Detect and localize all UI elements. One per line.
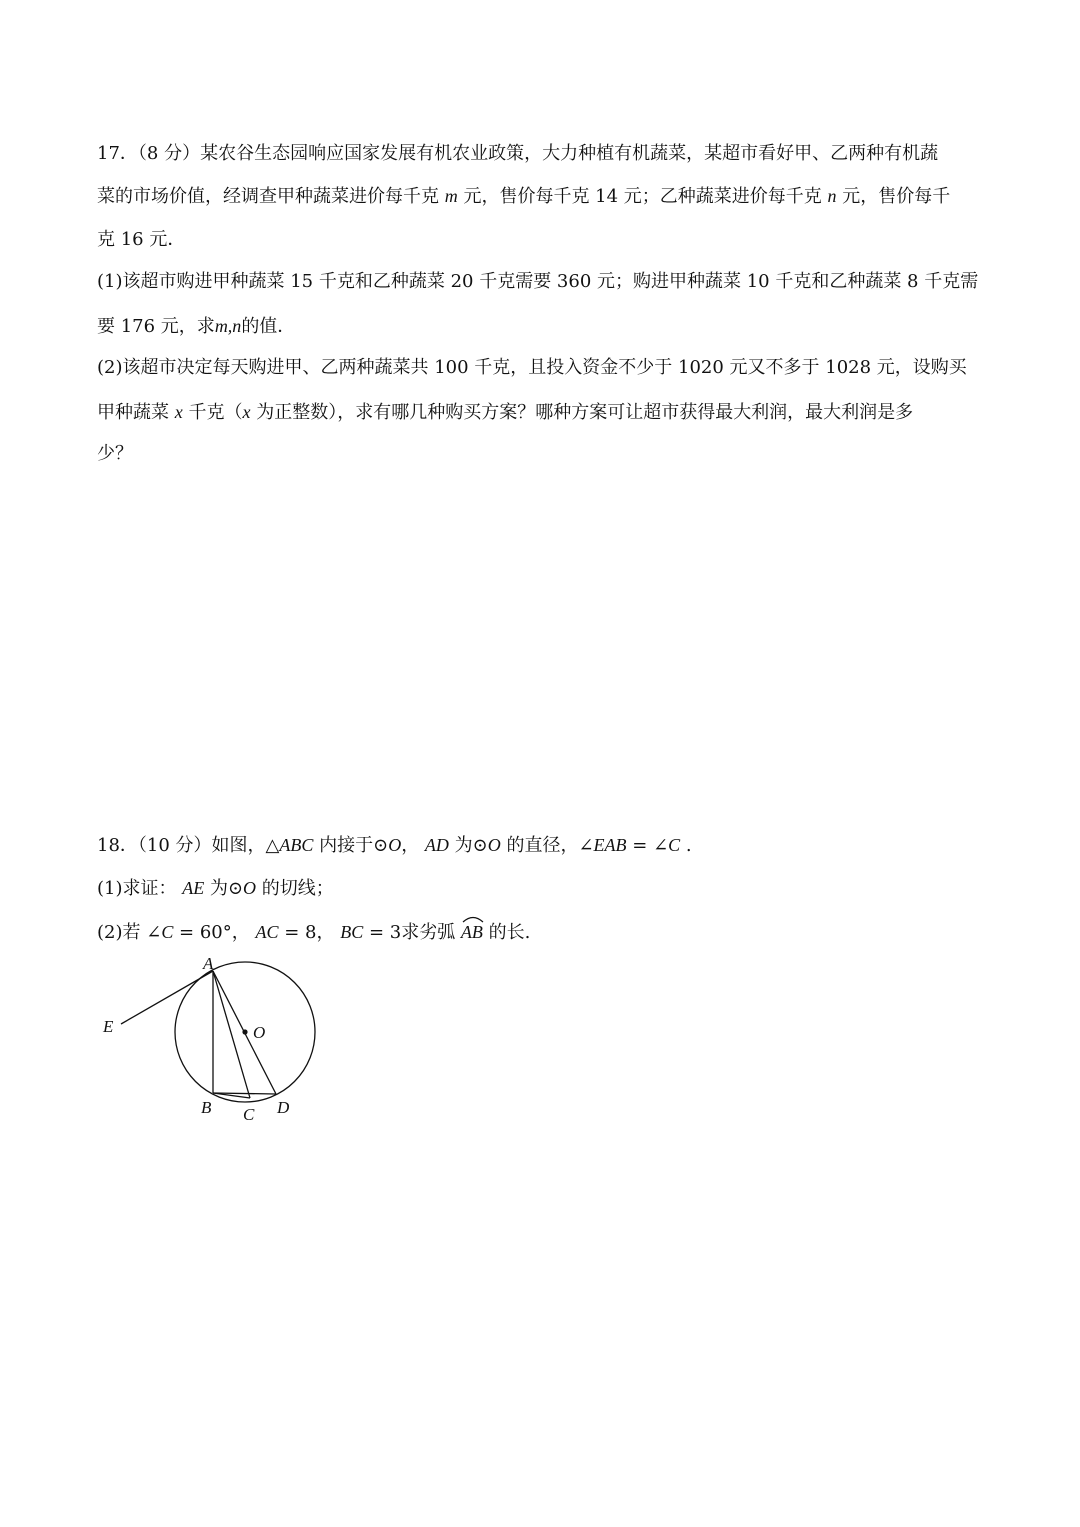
q17-part2-line-3: 少？ — [97, 443, 133, 464]
q17-part2-line-2: 甲种蔬菜 x 千克（x 为正整数），求有哪几种购买方案？哪种方案可让超市获得最大利润，最大利润是多 — [97, 402, 914, 423]
center-point — [242, 1029, 247, 1034]
q17-line-3: 克 16 元． — [97, 229, 186, 250]
q17-line-2: 菜的市场价值，经调查甲种蔬菜进价每千克 m 元，售价每千克 14 元；乙种蔬菜进价每千克 n 元，售价每千 — [97, 186, 951, 207]
arc-notation: AB — [461, 920, 483, 945]
var-n: n — [827, 186, 837, 206]
q18-part1: (1)求证： AE 为⊙O 的切线； — [97, 878, 334, 899]
label-e: E — [103, 1017, 114, 1036]
var-mn: m,n — [214, 316, 242, 336]
label-c: C — [243, 1105, 255, 1124]
label-b: B — [201, 1098, 212, 1117]
geometry-figure — [95, 950, 335, 1130]
label-d: D — [277, 1098, 290, 1117]
var-m: m — [444, 186, 458, 206]
q17-part2-line-1: (2)该超市决定每天购进甲、乙两种蔬菜共 100 千克，且投入资金不少于 1020 元又不多于 1028 元，设购买 — [97, 357, 967, 378]
line-ae — [121, 971, 213, 1024]
label-a: A — [203, 954, 214, 973]
q18-part2: (2)若 ∠C = 60°， AC = 8， BC = 3求劣弧 AB 的长. — [97, 920, 997, 945]
var-x: x — [242, 402, 251, 422]
q17-part1-line-1: (1)该超市购进甲种蔬菜 15 千克和乙种蔬菜 20 千克需要 360 元；购进甲种蔬菜 10 千克和乙种蔬菜 8 千克需 — [97, 271, 979, 292]
var-x: x — [174, 402, 183, 422]
q17-line-1: 17．（8 分）某农谷生态园响应国家发展有机农业政策，大力种植有机蔬菜，某超市看好甲、乙两种有机蔬 — [97, 143, 939, 164]
arc-mark — [461, 913, 485, 923]
label-o: O — [253, 1023, 266, 1042]
q17-part1-line-2: 要 176 元，求m,n的值． — [97, 316, 296, 337]
q18-line-1: 18．（10 分）如图，△ABC 内接于⊙O， AD 为⊙O 的直径，∠EAB = ∠C . — [97, 835, 692, 856]
